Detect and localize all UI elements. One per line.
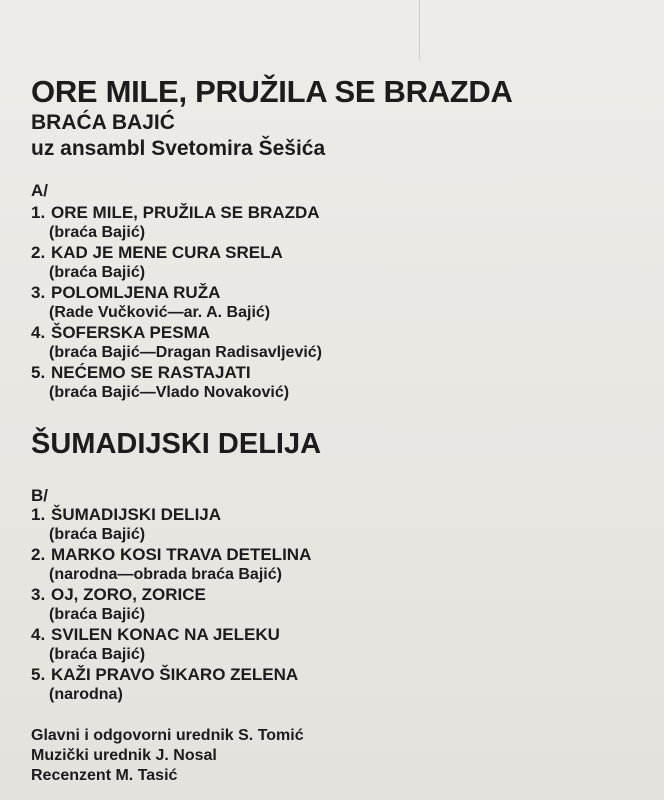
track-item	[31, 243, 322, 283]
production-credits	[31, 726, 304, 786]
track-item	[31, 203, 322, 243]
track-item	[31, 505, 311, 545]
artist-name: BRAĆA BAJIĆ	[31, 111, 175, 134]
track-item	[31, 665, 311, 705]
track-number: 1.	[31, 203, 46, 222]
track-number: 3.	[31, 283, 46, 302]
track-credit: (braća Bajić)	[49, 526, 146, 543]
side-b-tracklist	[31, 505, 311, 705]
track-title: KAŽI PRAVO ŠIKARO ZELENA	[51, 665, 299, 684]
track-credit: (Rade Vučković—ar. A. Bajić)	[49, 304, 271, 321]
track-number: 4.	[31, 323, 46, 342]
track-title: NEĆEMO SE RASTAJATI	[51, 363, 251, 382]
track-title-line	[31, 243, 322, 263]
track-credit: (narodna)	[49, 686, 123, 703]
track-credit: (braća Bajić)	[49, 224, 146, 241]
paper-crease	[419, 0, 420, 60]
side-a-label: A/	[31, 181, 48, 200]
track-title-line	[31, 665, 311, 685]
track-title-line	[31, 625, 311, 645]
side-b-title: ŠUMADIJSKI DELIJA	[31, 428, 322, 460]
track-number: 4.	[31, 625, 46, 644]
track-title-line	[31, 505, 311, 525]
track-number: 1.	[31, 505, 46, 524]
track-number: 2.	[31, 545, 46, 564]
track-credit: (braća Bajić)	[49, 606, 146, 623]
track-title: POLOMLJENA RUŽA	[51, 283, 221, 302]
track-title-line	[31, 585, 311, 605]
album-title: ORE MILE, PRUŽILA SE BRAZDA	[31, 74, 513, 109]
track-title: SVILEN KONAC NA JELEKU	[51, 625, 280, 644]
track-credit: (narodna—obrada braća Bajić)	[49, 566, 282, 583]
track-item	[31, 283, 322, 323]
track-number: 2.	[31, 243, 46, 262]
track-item	[31, 363, 322, 403]
track-number: 5.	[31, 665, 46, 684]
track-title-line	[31, 545, 311, 565]
track-title: ŠUMADIJSKI DELIJA	[51, 505, 222, 524]
track-title-line	[31, 363, 322, 383]
track-title: KAD JE MENE CURA SRELA	[51, 243, 283, 262]
track-title: OJ, ZORO, ZORICE	[51, 585, 206, 604]
side-a-tracklist	[31, 203, 322, 403]
track-credit: (braća Bajić—Vlado Novaković)	[49, 384, 290, 401]
track-item	[31, 323, 322, 363]
reviewer-credit: Recenzent M. Tasić	[31, 767, 178, 784]
track-title-line	[31, 203, 322, 223]
track-title: ORE MILE, PRUŽILA SE BRAZDA	[51, 203, 320, 222]
track-credit: (braća Bajić—Dragan Radisavljević)	[49, 344, 323, 361]
track-number: 3.	[31, 585, 46, 604]
track-credit: (braća Bajić)	[49, 646, 146, 663]
track-title-line	[31, 283, 322, 303]
track-title: ŠOFERSKA PESMA	[51, 323, 211, 342]
track-title: MARKO KOSI TRAVA DETELINA	[51, 545, 312, 564]
track-credit: (braća Bajić)	[49, 264, 146, 281]
track-item	[31, 545, 311, 585]
editor-in-chief-credit: Glavni i odgovorni urednik S. Tomić	[31, 727, 304, 744]
ensemble-credit: uz ansambl Svetomira Šešića	[31, 137, 326, 160]
track-item	[31, 625, 311, 665]
track-number: 5.	[31, 363, 46, 382]
track-title-line	[31, 323, 322, 343]
side-b-label: B/	[31, 486, 48, 505]
track-item	[31, 585, 311, 625]
music-editor-credit: Muzički urednik J. Nosal	[31, 747, 217, 764]
